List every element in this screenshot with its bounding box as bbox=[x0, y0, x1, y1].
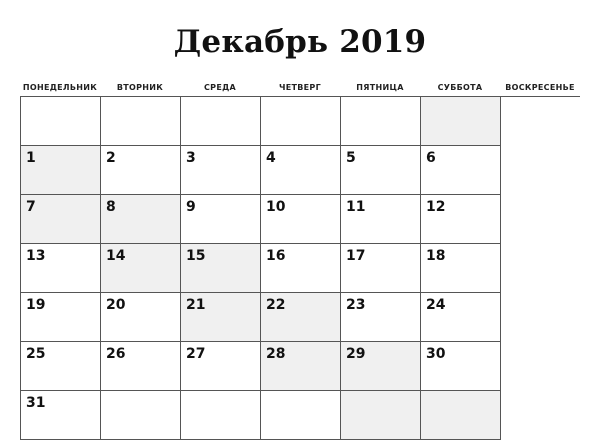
day-number: 16 bbox=[266, 248, 286, 264]
calendar-grid-container bbox=[20, 80, 580, 440]
weekday-header-monday: ПОНЕДЕЛЬНИК bbox=[22, 83, 98, 92]
day-number: 7 bbox=[26, 199, 36, 215]
day-cell bbox=[341, 195, 421, 244]
day-cell bbox=[421, 146, 501, 195]
day-number: 31 bbox=[26, 395, 46, 411]
day-cell bbox=[101, 342, 181, 391]
day-cell bbox=[101, 195, 181, 244]
day-cell bbox=[181, 293, 261, 342]
day-cell bbox=[261, 391, 341, 440]
day-cell bbox=[21, 97, 101, 146]
day-cell bbox=[421, 391, 501, 440]
day-number: 8 bbox=[106, 199, 116, 215]
day-cell bbox=[421, 293, 501, 342]
day-cell bbox=[421, 244, 501, 293]
day-number: 24 bbox=[426, 297, 446, 313]
day-cell bbox=[421, 195, 501, 244]
day-number: 10 bbox=[266, 199, 286, 215]
weekday-header-saturday: СУББОТА bbox=[437, 83, 483, 92]
day-number: 27 bbox=[186, 346, 206, 362]
day-cell bbox=[341, 342, 421, 391]
day-cell bbox=[101, 146, 181, 195]
day-number: 3 bbox=[186, 150, 196, 166]
day-cell bbox=[101, 391, 181, 440]
day-number: 20 bbox=[106, 297, 126, 313]
day-number: 30 bbox=[426, 346, 446, 362]
day-cell bbox=[21, 195, 101, 244]
day-cell bbox=[261, 195, 341, 244]
day-number: 15 bbox=[186, 248, 206, 264]
weekday-header-friday: ПЯТНИЦА bbox=[356, 83, 404, 92]
day-cell bbox=[181, 244, 261, 293]
day-cell bbox=[341, 293, 421, 342]
day-cell bbox=[421, 342, 501, 391]
weekday-header-sunday: ВОСКРЕСЕНЬЕ bbox=[505, 83, 575, 92]
day-number: 6 bbox=[426, 150, 436, 166]
day-number: 5 bbox=[346, 150, 356, 166]
day-cell bbox=[21, 244, 101, 293]
day-cell bbox=[261, 244, 341, 293]
day-cell bbox=[181, 195, 261, 244]
weekday-header-wednesday: СРЕДА bbox=[203, 83, 236, 92]
day-cell bbox=[181, 97, 261, 146]
calendar-title: Декабрь 2019 bbox=[173, 24, 427, 60]
day-cell bbox=[181, 391, 261, 440]
weekday-header-row bbox=[20, 80, 580, 96]
day-cell bbox=[181, 342, 261, 391]
day-cell bbox=[261, 342, 341, 391]
day-cell bbox=[21, 293, 101, 342]
day-cell bbox=[101, 97, 181, 146]
day-number: 23 bbox=[346, 297, 366, 313]
day-grid bbox=[20, 96, 580, 440]
day-number: 9 bbox=[186, 199, 196, 215]
weekday-header-thursday: ЧЕТВЕРГ bbox=[278, 83, 321, 92]
day-cell bbox=[341, 146, 421, 195]
day-cell bbox=[181, 146, 261, 195]
day-number: 22 bbox=[266, 297, 286, 313]
day-number: 12 bbox=[426, 199, 446, 215]
day-cell bbox=[21, 342, 101, 391]
day-number: 1 bbox=[26, 150, 36, 166]
day-cell bbox=[261, 146, 341, 195]
day-number: 4 bbox=[266, 150, 276, 166]
weekday-header-tuesday: ВТОРНИК bbox=[116, 83, 164, 92]
day-number: 28 bbox=[266, 346, 286, 362]
day-number: 26 bbox=[106, 346, 126, 362]
day-cell bbox=[341, 391, 421, 440]
day-number: 25 bbox=[26, 346, 46, 362]
day-number: 18 bbox=[426, 248, 446, 264]
day-number: 19 bbox=[26, 297, 46, 313]
day-cell bbox=[261, 293, 341, 342]
day-cell bbox=[341, 97, 421, 146]
day-cell bbox=[101, 293, 181, 342]
day-number: 17 bbox=[346, 248, 366, 264]
day-cell bbox=[421, 97, 501, 146]
day-number: 11 bbox=[346, 199, 366, 215]
day-cell bbox=[261, 97, 341, 146]
day-number: 21 bbox=[186, 297, 206, 313]
day-number: 14 bbox=[106, 248, 126, 264]
day-number: 29 bbox=[346, 346, 366, 362]
day-number: 13 bbox=[26, 248, 46, 264]
day-cell bbox=[21, 146, 101, 195]
day-number: 2 bbox=[106, 150, 116, 166]
day-cell bbox=[21, 391, 101, 440]
day-cell bbox=[101, 244, 181, 293]
day-cell bbox=[341, 244, 421, 293]
